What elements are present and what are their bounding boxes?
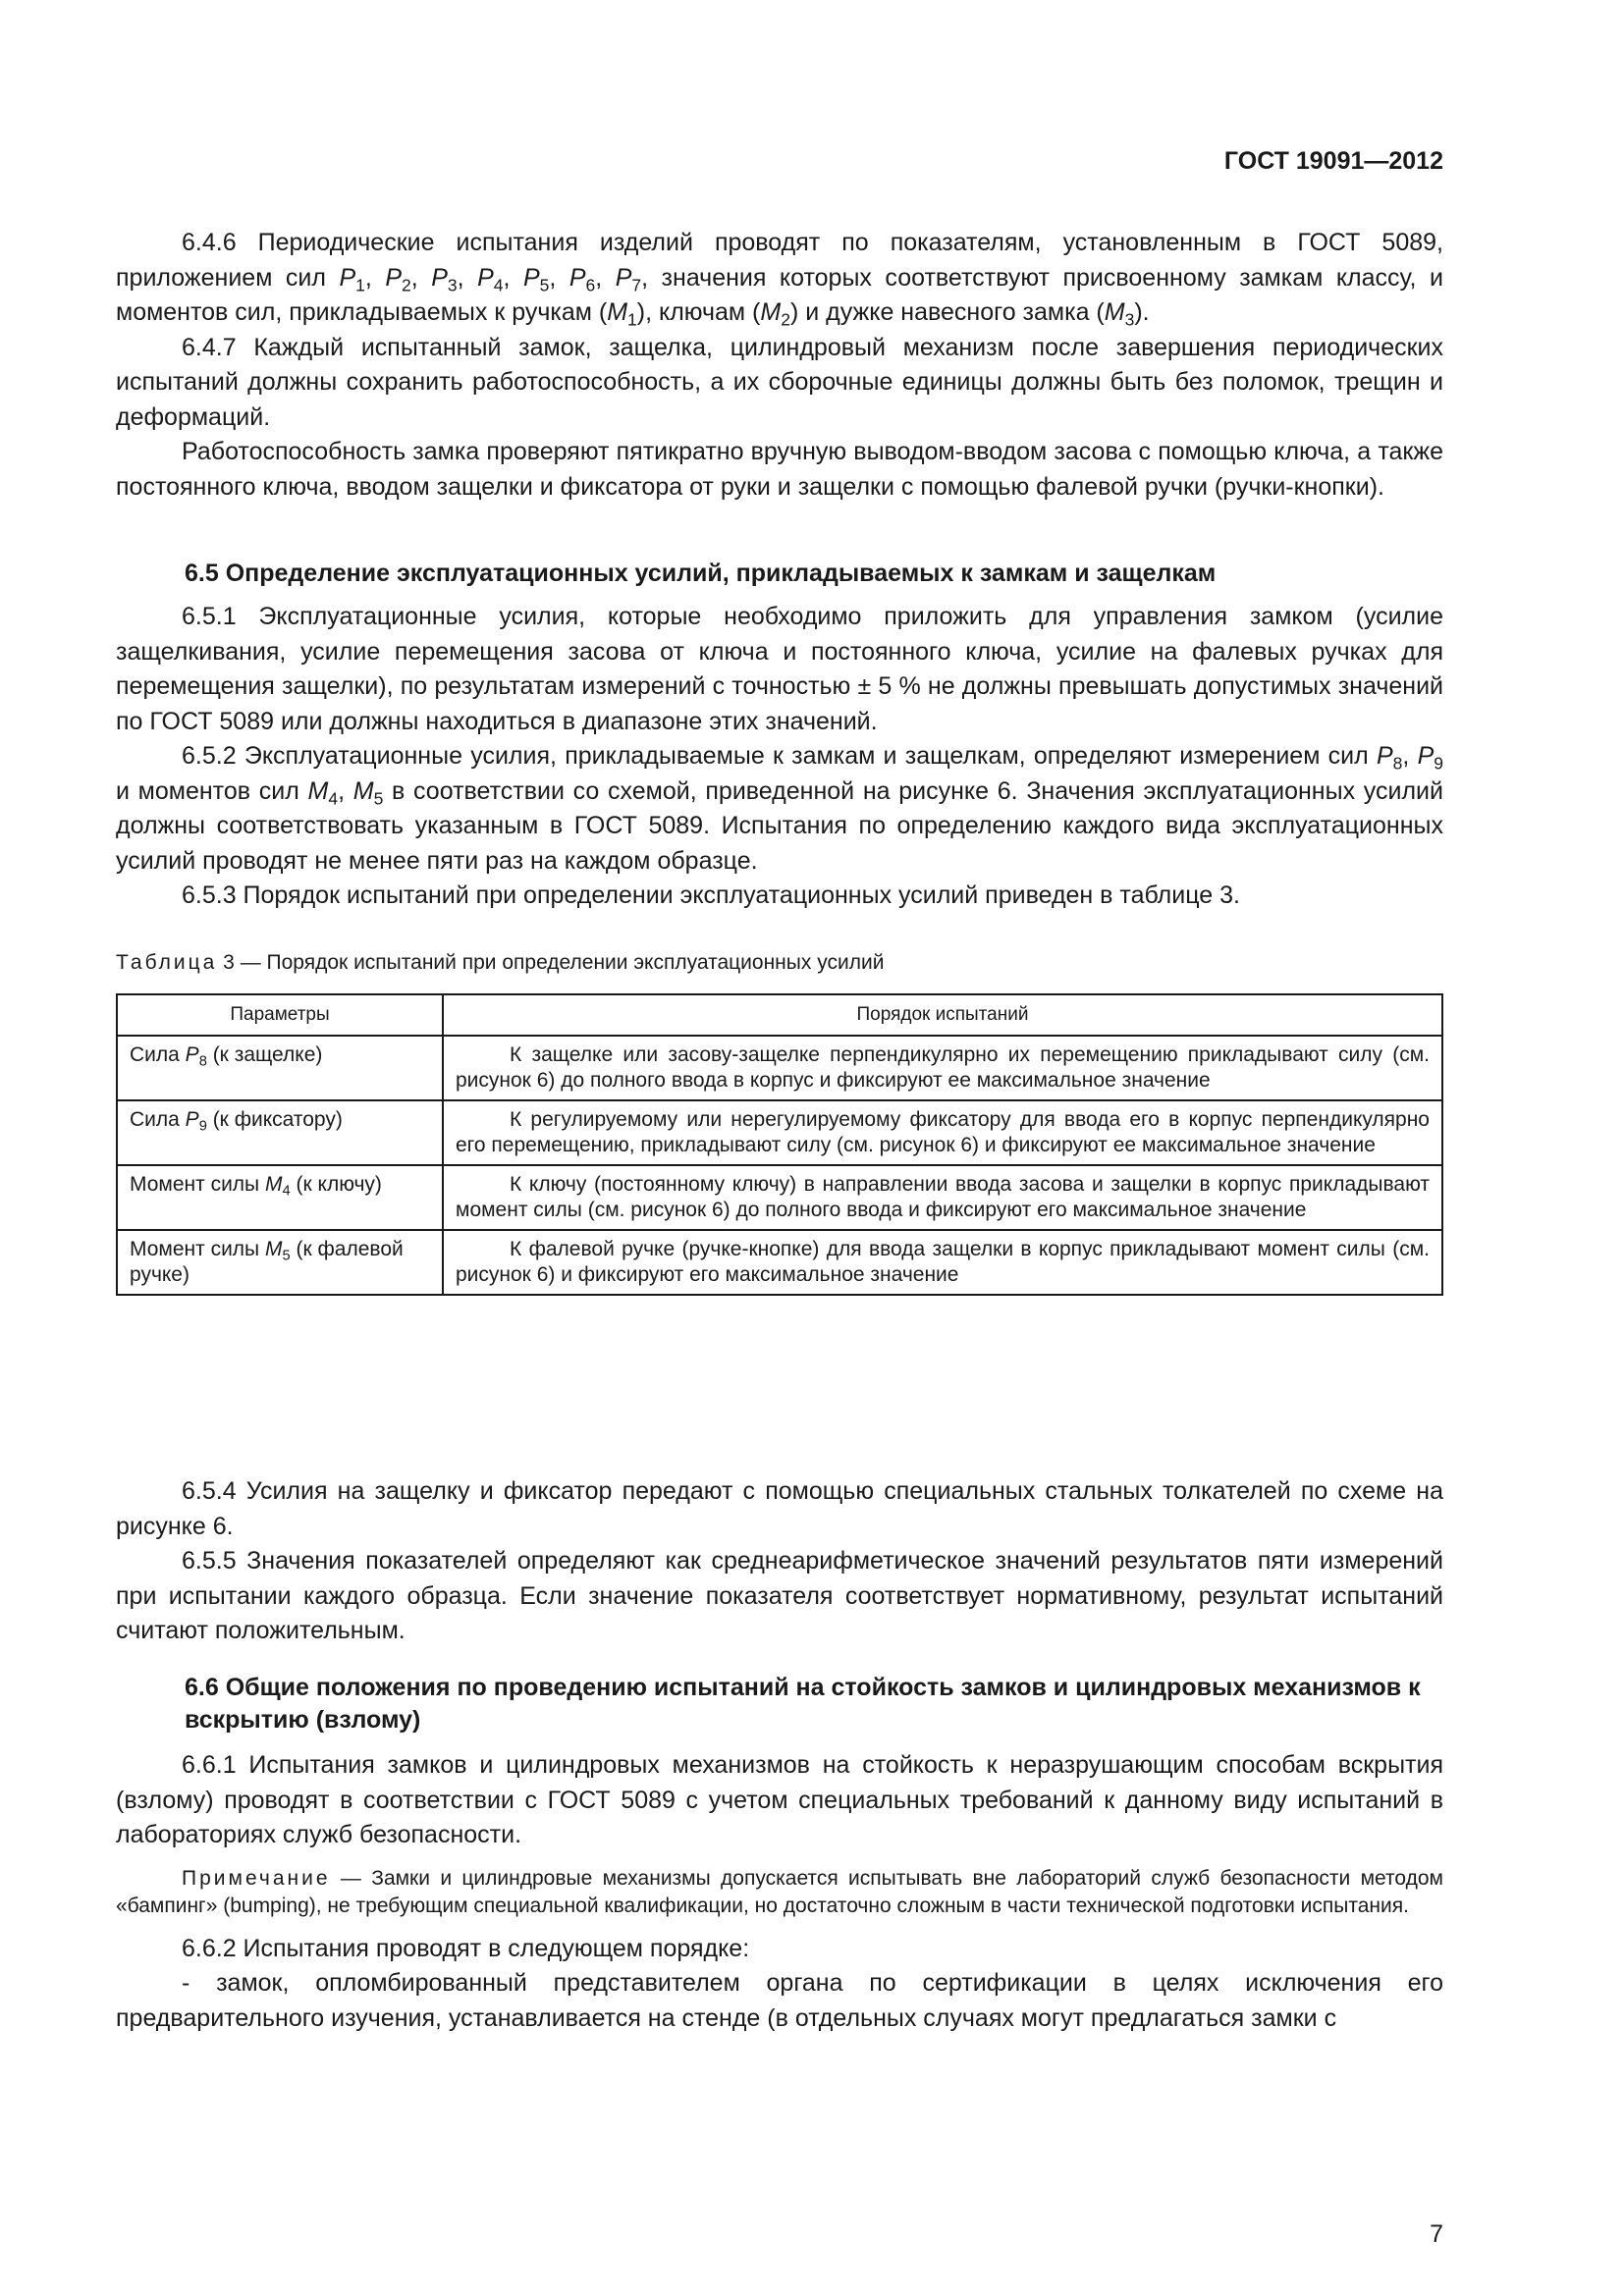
paragraph-6-5-3: 6.5.3 Порядок испытаний при определении эксплуатационных усилий приведен в таблице 3. <box>182 881 1240 909</box>
section-6-5 <box>116 558 1443 914</box>
paragraph-6-6-2-item: - замок, опломбированный представителем органа по сертификации в целях исключения его предварительного изучения, устанавливается на стенде (в отдельных случаях могут предлагаться замки с <box>116 1969 1443 2032</box>
paragraph-6-6-2: 6.6.2 Испытания проводят в следующем порядке: <box>182 1934 750 1962</box>
param-cell: Сила $P_8$ (к защелке) <box>117 1036 443 1100</box>
desc-cell: К регулируемому или нерегулируемому фиксатору для ввода его в корпус перпендикулярно его перемещению, прикладывают силу (см. рисунок 6) и фиксируют ее максимальное значение <box>443 1100 1442 1165</box>
heading-6-5: 6.5 Определение эксплуатационных усилий, прикладываемых к замкам и защелкам <box>185 560 1217 587</box>
desc-cell: К защелке или засову-защелке перпендикулярно их перемещению прикладывают силу (см. рисунок 6) до полного ввода в корпус и фиксируют ее максимальное значение <box>443 1036 1442 1100</box>
table-row <box>117 1100 1442 1165</box>
paragraph-6-5-4: 6.5.4 Усилия на защелку и фиксатор передают с помощью специальных стальных толкателей по схеме на рисунке 6. <box>116 1477 1443 1540</box>
table-header-row <box>117 994 1442 1036</box>
paragraph-6-5-2: 6.5.2 Эксплуатационные усилия, прикладываемые к замкам и защелкам, определяют измерением сил $P_8$, $P_9$ и моментов сил $M_4$, $M_5$ в соответствии со схемой, приведенной на рисунке 6. Значения эксплуатационных усилий должны соответствовать указанным в ГОСТ 5089. Испытания по определению каждого вида эксплуатационных усилий проводят не менее пяти раз на каждом образце. <box>116 742 1443 875</box>
note-text: — Замки и цилиндровые механизмы допускается испытывать вне лабораторий служб безопасности методом «бампинг» (bumping), не требующим специальной квалификации, но достаточно сложным в части технической подготовки испытания. <box>116 1866 1443 1917</box>
table-caption <box>116 950 1443 976</box>
desc-cell: К ключу (постоянному ключу) в направлении ввода засова и защелки в корпус прикладывают момент силы (см. рисунок 6) до полного ввода и фиксируют его максимальное значение <box>443 1165 1442 1230</box>
table-3 <box>116 993 1443 1296</box>
heading-6-6: 6.6 Общие положения по проведению испытаний на стойкость замков и цилиндровых механизмов к вскрытию (взлому) <box>185 1674 1421 1734</box>
standard-code-header: ГОСТ 19091—2012 <box>1223 147 1443 175</box>
table-row <box>117 1165 1442 1230</box>
desc-cell: К фалевой ручке (ручке-кнопке) для ввода защелки в корпус прикладывают момент силы (см. рисунок 6) и фиксируют его максимальное значение <box>443 1230 1442 1295</box>
header-test-order: Порядок испытаний <box>443 994 1442 1036</box>
section-6-4 <box>116 226 1443 505</box>
section-6-5-continued <box>116 1474 1443 1649</box>
table-row <box>117 1230 1442 1295</box>
table-caption-text: 3 — Порядок испытаний при определении эксплуатационных усилий <box>217 951 885 974</box>
section-6-6 <box>116 1672 1443 2036</box>
param-cell: Момент силы $M_4$ (к ключу) <box>117 1165 443 1230</box>
header-parameters: Параметры <box>117 994 443 1036</box>
table-row <box>117 1036 1442 1100</box>
paragraph-6-5-1: 6.5.1 Эксплуатационные усилия, которые необходимо приложить для управления замком (усилие защелкивания, усилие перемещения засова от ключа и постоянного ключа, усилие на фалевых ручках для перемещения защелки), по результатам измерений с точностью ± 5 % не должны превышать допустимых значений по ГОСТ 5089 или должны находиться в диапазоне этих значений. <box>116 603 1443 735</box>
page-number: 7 <box>1430 2220 1443 2248</box>
note <box>116 1865 1443 1920</box>
param-cell: Момент силы $M_5$ (к фалевой ручке) <box>117 1230 443 1295</box>
table-caption-label: Таблица <box>116 951 218 974</box>
paragraph-6-4-6: 6.4.6 Периодические испытания изделий проводят по показателям, установленным в ГОСТ 5089, приложением сил $P_1$, $P_2$, $P_3$, $P_4$, $P_5$, $P_6$, $P_7$, значения которых соответствуют присвоенному замкам классу, и моментов сил, прикладываемых к ручкам $(M_1)$, ключам $(M_2)$ и дужке навесного замка $(M_3)$. <box>116 229 1443 330</box>
paragraph-6-4-7: 6.4.7 Каждый испытанный замок, защелка, цилиндровый механизм после завершения периодических испытаний должны сохранить работоспособность, а их сборочные единицы должны быть без поломок, трещин и деформаций. <box>116 333 1443 431</box>
param-cell: Сила $P_9$ (к фиксатору) <box>117 1100 443 1165</box>
paragraph-6-5-5: 6.5.5 Значения показателей определяют как среднеарифметическое значений результатов пяти измерений при испытании каждого образца. Если значение показателя соответствует нормативному, результат испытаний считают положительным. <box>116 1547 1443 1644</box>
paragraph-6-4-7-operability: Работоспособность замка проверяют пятикратно вручную выводом-вводом засова с помощью ключа, а также постоянного ключа, вводом защелки и фиксатора от руки и защелки с помощью фалевой ручки (ручки-кнопки). <box>116 438 1443 501</box>
table-3-block <box>116 950 1443 1296</box>
note-label: Примечание <box>182 1866 331 1890</box>
paragraph-6-6-1: 6.6.1 Испытания замков и цилиндровых механизмов на стойкость к неразрушающим способам вскрытия (взлому) проводят в соответствии с ГОСТ 5089 с учетом специальных требований к данному виду испытаний в лабораториях служб безопасности. <box>116 1751 1443 1848</box>
